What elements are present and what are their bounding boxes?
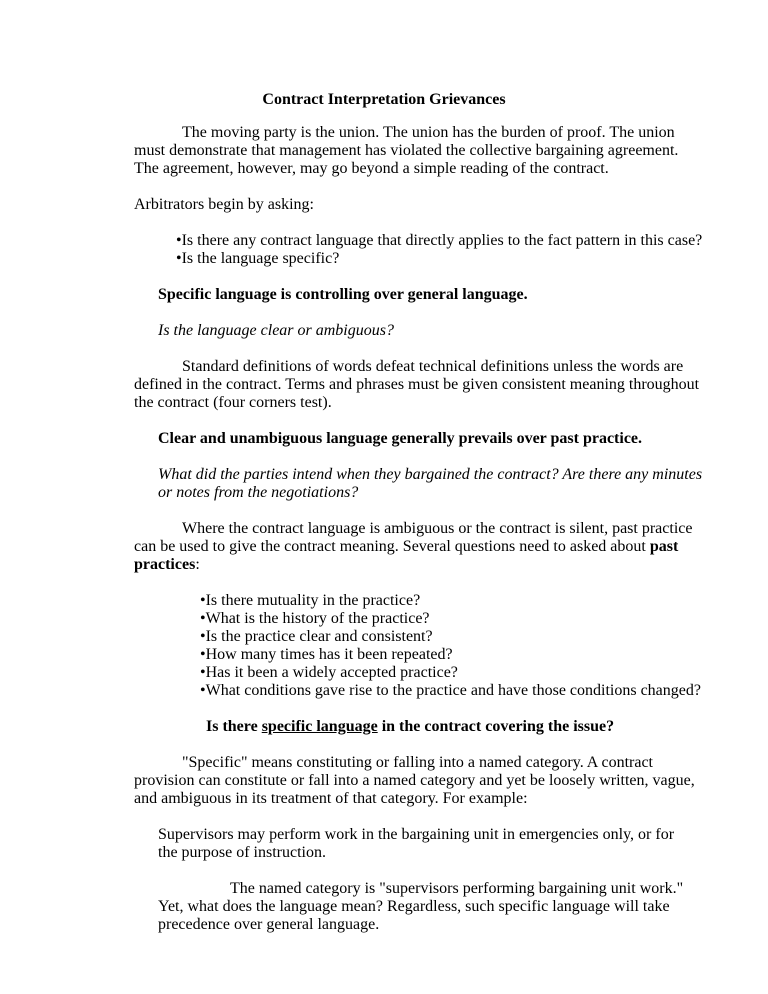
heading-text: in the contract covering the issue? bbox=[377, 718, 615, 735]
paragraph-line: The named category is "supervisors performing bargaining unit work." bbox=[230, 880, 684, 897]
paragraph-line: the contract (four corners test). bbox=[134, 394, 332, 411]
rule-heading: Clear and unambiguous language generally prevails over past practice. bbox=[158, 430, 643, 447]
paragraph-line: Arbitrators begin by asking: bbox=[134, 196, 314, 213]
paragraph-line: defined in the contract. Terms and phrases must be given consistent meaning throughout bbox=[134, 376, 700, 393]
paragraph-line: and ambiguous in its treatment of that category. For example: bbox=[134, 790, 528, 807]
bullet-item: •Is there mutuality in the practice? bbox=[200, 592, 421, 609]
paragraph-text: : bbox=[195, 556, 200, 573]
underlined-term: specific language bbox=[261, 718, 378, 735]
paragraph-line bbox=[134, 556, 200, 574]
italic-question: What did the parties intend when they bargained the contract? Are there any minutes bbox=[158, 466, 703, 483]
bullet-item: •What is the history of the practice? bbox=[200, 610, 430, 627]
italic-question: Is the language clear or ambiguous? bbox=[158, 322, 394, 339]
bullet-item: •Has it been a widely accepted practice? bbox=[200, 664, 458, 681]
bullet-item: •Is the language specific? bbox=[176, 250, 340, 267]
bullet-item: •Is the practice clear and consistent? bbox=[200, 628, 433, 645]
bold-term: practices bbox=[134, 556, 196, 573]
italic-question: or notes from the negotiations? bbox=[158, 484, 359, 501]
section-heading bbox=[206, 718, 614, 736]
paragraph-line: must demonstrate that management has violated the collective bargaining agreement. bbox=[134, 142, 679, 159]
rule-heading: Specific language is controlling over general language. bbox=[158, 286, 528, 303]
paragraph-line: "Specific" means constituting or falling into a named category. A contract bbox=[182, 754, 653, 771]
paragraph-line: The agreement, however, may go beyond a simple reading of the contract. bbox=[134, 160, 609, 177]
bullet-item: •How many times has it been repeated? bbox=[200, 646, 453, 663]
paragraph-line: provision can constitute or fall into a named category and yet be loosely written, vague, bbox=[134, 772, 695, 789]
bold-term: past bbox=[649, 538, 679, 555]
document-title: Contract Interpretation Grievances bbox=[262, 91, 506, 108]
paragraph-line: The moving party is the union. The union has the burden of proof. The union bbox=[182, 124, 675, 141]
paragraph-line: Where the contract language is ambiguous or the contract is silent, past practice bbox=[182, 520, 693, 537]
paragraph-text: can be used to give the contract meaning. Several questions need to asked about bbox=[134, 538, 650, 555]
paragraph-line: Standard definitions of words defeat technical definitions unless the words are bbox=[182, 358, 684, 375]
paragraph-line: precedence over general language. bbox=[158, 916, 380, 933]
bullet-item: •Is there any contract language that directly applies to the fact pattern in this case? bbox=[176, 232, 703, 249]
heading-text: Is there bbox=[206, 718, 262, 735]
paragraph-line bbox=[134, 538, 678, 556]
example-quote: Supervisors may perform work in the bargaining unit in emergencies only, or for bbox=[158, 826, 675, 843]
bullet-item: •What conditions gave rise to the practice and have those conditions changed? bbox=[200, 682, 701, 699]
paragraph-line: Yet, what does the language mean? Regardless, such specific language will take bbox=[158, 898, 670, 915]
example-quote: the purpose of instruction. bbox=[158, 844, 326, 861]
